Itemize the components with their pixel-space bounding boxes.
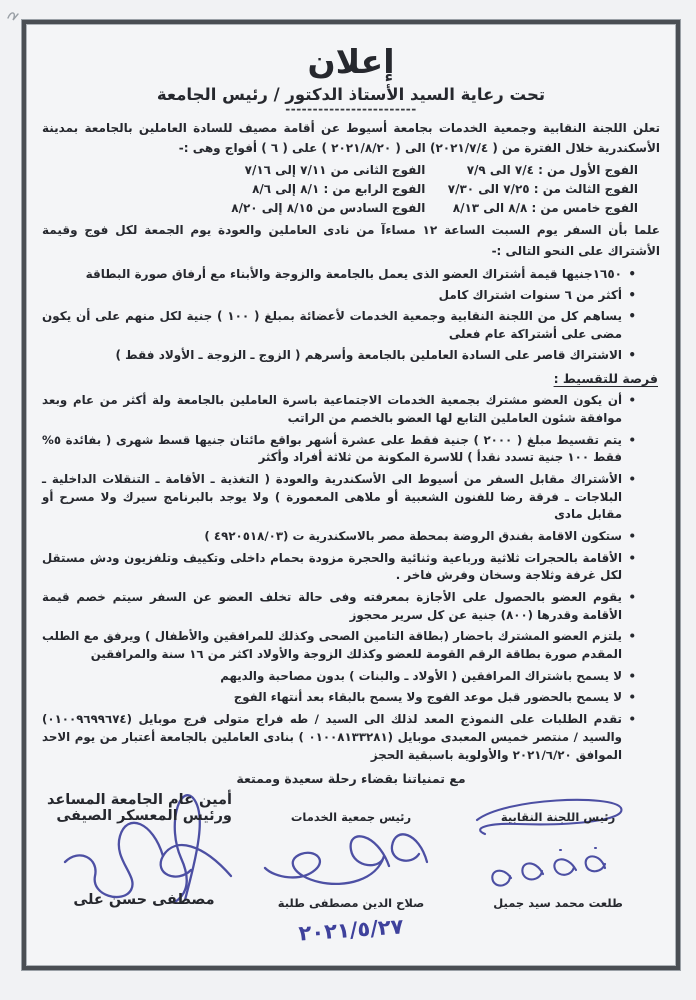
doc-title: إعلان: [307, 42, 395, 81]
group-cell-right: الفوج الثالث من : ٧/٢٥ الى ٧/٣٠: [447, 181, 638, 196]
signature-camp-title-line2: ورئيس المعسكر الصيفى: [56, 808, 232, 825]
installment-list: [42, 392, 660, 764]
groups-schedule: [42, 161, 660, 219]
group-cell-right: الفوج الأول من : ٧/٤ الى ٧/٩: [466, 162, 638, 177]
term-list-item: • الاشتراك قاصر على السادة العاملين بالجامعة وأسرهم ( الزوج ـ الزوجة ـ الأولاد فقط ): [42, 346, 636, 364]
group-cell-left: الفوج الرابع من : ٨/١ إلى ٨/٦: [252, 181, 426, 196]
signature-union-column: [456, 788, 660, 966]
installment-list-item: • أن يكون العضو مشترك بجمعية الخدمات الاجتماعية باسرة العاملين بالجامعة ولة أكثر من عام وبعد موافقة شئون العاملين التابع لها العضو بالخصم من الراتب: [42, 392, 636, 427]
installment-list-item: • يتم تقسيط مبلغ ( ٢٠٠٠ ) جنية فقط على عشرة أشهر بواقع مائتان جنيها قسط شهرى ( بفائدة ٥% فقط ١٠٠ جنية تسدد نقدأ ) للاسرة المكونة من ثلاثة أفراد وأكثر: [42, 432, 636, 467]
signature-block: [42, 788, 660, 966]
installment-list-item: • ستكون الاقامة بفندق الروضة بمحطة مصر بالاسكندرية ت (٤٩٢٠٥١٨/٠٣ ): [42, 528, 636, 546]
group-cell-left: الفوج الثانى من ٧/١١ إلى ٧/١٦: [244, 162, 426, 177]
installment-list-item: • يلتزم العضو المشترك باحضار (بطاقة التامين الصحى وكذلك للمرافقين والأطفال ) ويرفق مع الطلب المقدم صورة بطاقة الرقم القومة للعضو وكذلك الزوجة والأولاد اكثر من ١٦ سنة والمرافقين: [42, 628, 636, 663]
services-head-signature-icon: [249, 814, 444, 909]
union-head-signature-icon: [455, 790, 650, 910]
handwritten-date: ٢٠٢١/٥/٢٧: [297, 914, 405, 946]
installment-list-item: • الأشتراك مقابل السفر من أسيوط الى الأسكندرية والعودة ( التغذية ـ الأقامة ـ التنقلات الداخلية ـ البلاجات ـ فرقة رضا للفنون الشعبية أو ملاهى المعمورة ) ولا يوجد بالبرنامج سيرك ولا مسرح أو مقابل مادى: [42, 471, 636, 524]
installment-list-item: • لا يسمح باشتراك المرافقين ( الأولاد ـ والبنات ) بدون مصاحبة والديهم: [42, 668, 636, 686]
signature-camp-name: مصطفى حسن على: [73, 892, 215, 909]
installment-list-item: • يقوم العضو بالحصول على الأجازة بمعرفته وفى حالة تخلف العضو عن السفر سيتم خصم قيمة الأقامة وقدرها (٨٠٠) جنية عن كل سرير محجوز: [42, 589, 636, 624]
installment-list-item: • الأقامة بالحجرات ثلاثية ورباعية وثنائية والحجرة مزودة بحمام داخلى وتكييف وتلفزيون ودش مستقل لكل غرفة وثلاجة وسخان وفرش فاخر .: [42, 550, 636, 585]
signature-services-name: صلاح الدين مصطفى طلبة: [277, 896, 425, 911]
term-list-item: • أكثر من ٦ سنوات اشتراك كامل: [42, 286, 636, 304]
signature-union-name: طلعت محمد سيد جميل: [493, 896, 623, 911]
corner-pen-mark: [4, 4, 24, 24]
signature-camp-title-line1: أمين عام الجامعة المساعد: [47, 792, 232, 809]
term-list-item: • يساهم كل من اللجنة النقابية وجمعية الخدمات لأعضائة بمبلغ ( ١٠٠ ) جنية لكل منهم على أن يكون مضى على أشتراكة عام فعلى: [42, 307, 636, 343]
installment-list-item: • تقدم الطلبات على النموذج المعد لذلك الى السيد / طه فراج متولى فرج موبايل (٠١٠٠٩٦٩٩٦٧٤) والسيد / منتصر خميس المعبدى موبايل (٠١٠٠٨١٣٣٢٨١ ) بنادى العاملين بالجامعة أعتبار من يوم الاحد الموافق ٢٠٢١/٦/٢٠ والأولوية باسبقية الحجز: [42, 711, 636, 764]
signature-camp-column: [42, 788, 246, 966]
doc-subtitle: تحت رعاية السيد الأستاذ الدكتور / رئيس الجامعة: [156, 85, 546, 104]
installment-list-item: • لا يسمح بالحضور قبل موعد الفوج ولا يسمح بالبقاء بعد أنتهاء الفوج: [42, 689, 636, 707]
installment-heading: فرصة للتقسيط :: [553, 371, 658, 387]
terms-list: [42, 265, 660, 364]
signature-services-title: رئيس جمعية الخدمات: [290, 810, 412, 825]
group-cell-left: الفوج السادس من ٨/١٥ إلى ٨/٢٠: [231, 201, 426, 216]
subtitle-divider: ------------------------: [285, 102, 417, 116]
term-list-item: • ١٦٥٠جنيها قيمة أشتراك العضو الذى يعمل بالجامعة والزوجة والأبناء مع أرفاق صورة البطاقة: [42, 265, 636, 283]
document-frame: [22, 20, 680, 970]
travel-note: علما بأن السفر يوم السبت الساعة ١٢ مساءآ من نادى العاملين والعودة يوم الجمعة لكل فوج وقيمة الأشتراك على النحو التالى :-: [42, 223, 661, 258]
closing-wish: مع تمنياتنا بقضاء رحلة سعيدة وممتعة: [236, 771, 466, 787]
signature-union-title: رئيس اللجنة النقابية: [500, 810, 616, 825]
group-cell-right: الفوج خامس من : ٨/٨ الى ٨/١٣: [452, 201, 638, 216]
signature-services-column: [246, 788, 456, 966]
intro-paragraph: تعلن اللجنة النقابية وجمعية الخدمات بجامعة أسيوط عن أقامة مصيف للسادة العاملين بالجامعة بمدينة الأسكندرية خلال الفترة من ( ٢٠٢١/٧/٤) الى ( ٢٠٢١/٨/٢٠ ) على ( ٦ ) أفواج وهى :-: [42, 121, 660, 156]
